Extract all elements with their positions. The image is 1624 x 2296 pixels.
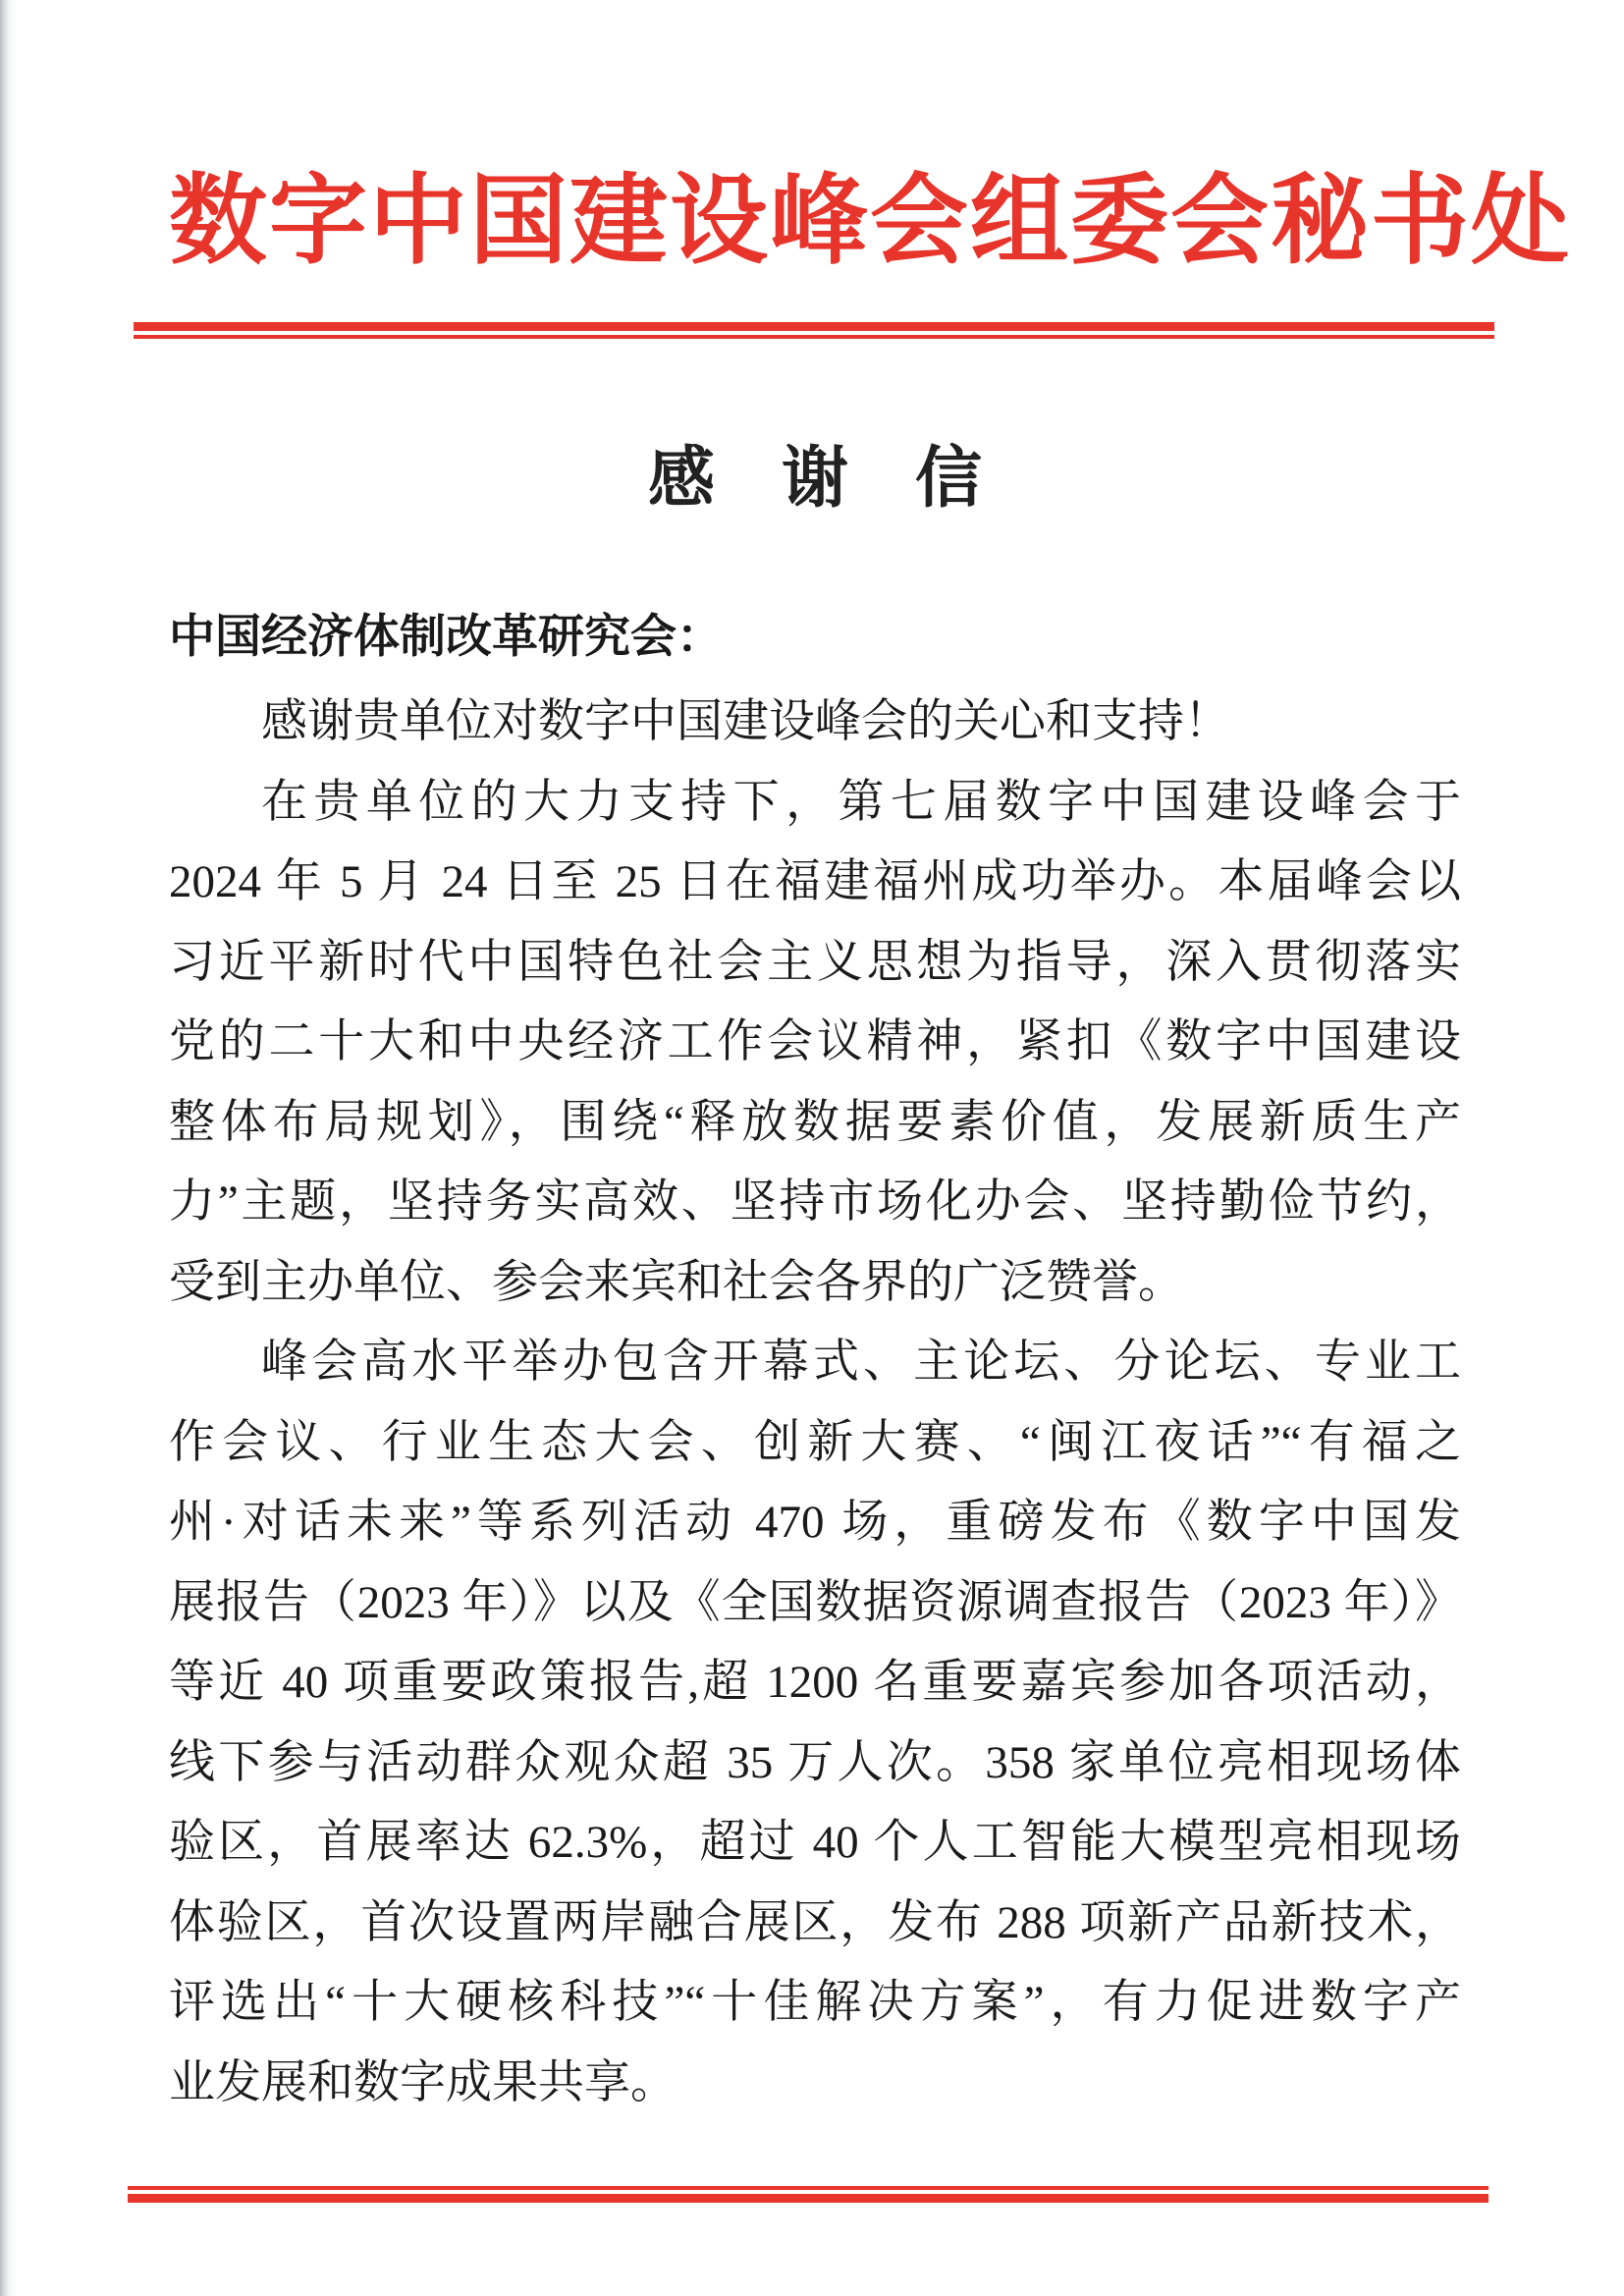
- body-line: 峰会高水平举办包含开幕式、主论坛、分论坛、专业工: [261, 1337, 1461, 1388]
- body-line: 业发展和数字成果共享。: [169, 2056, 677, 2108]
- body-line: 验区，首展率达 62.3%，超过 40 个人工智能大模型亮相现场: [169, 1817, 1461, 1868]
- salutation: 中国经济体制改革研究会：: [169, 610, 723, 662]
- body-line: 习近平新时代中国特色社会主义思想为指导，深入贯彻落实: [169, 936, 1461, 988]
- body-line: 州·对话未来”等系列活动 470 场，重磅发布《数字中国发: [169, 1497, 1461, 1548]
- body-line: 体验区，首次设置两岸融合展区，发布 288 项新产品新技术，: [169, 1896, 1461, 1948]
- letter-body: [169, 683, 1461, 2123]
- letterhead-rule: [134, 322, 1494, 339]
- body-line: 作会议、行业生态大会、创新大赛、“闽江夜话”“有福之: [169, 1416, 1461, 1468]
- body-line: 等近 40 项重要政策报告,超 1200 名重要嘉宾参加各项活动，: [169, 1657, 1461, 1708]
- body-line: 评选出“十大硬核科技”“十佳解决方案”，有力促进数字产: [169, 1977, 1461, 2028]
- footer-rule: [128, 2186, 1489, 2203]
- letter-content: [0, 136, 1624, 2203]
- body-line: 在贵单位的大力支持下，第七届数字中国建设峰会于: [261, 776, 1461, 828]
- letter-title: 感 谢 信: [647, 441, 982, 516]
- body-line: 2024 年 5 月 24 日至 25 日在福建福州成功举办。本届峰会以: [169, 856, 1461, 907]
- body-line: 整体布局规划》，围绕“释放数据要素价值，发展新质生产: [169, 1096, 1461, 1148]
- body-line: 受到主办单位、参会来宾和社会各界的广泛赞誉。: [169, 1256, 1184, 1308]
- letterhead-title: 数字中国建设峰会组委会秘书处: [169, 167, 1571, 276]
- body-line: 力”主题，坚持务实高效、坚持市场化办会、坚持勤俭节约，: [169, 1176, 1461, 1228]
- body-line: 党的二十大和中央经济工作会议精神，紧扣《数字中国建设: [169, 1016, 1461, 1067]
- body-line: 感谢贵单位对数字中国建设峰会的关心和支持！: [261, 696, 1230, 747]
- body-line: 展报告（2023 年）》以及《全国数据资源调查报告（2023 年）》: [169, 1576, 1461, 1628]
- body-line: 线下参与活动群众观众超 35 万人次。358 家单位亮相现场体: [169, 1736, 1461, 1788]
